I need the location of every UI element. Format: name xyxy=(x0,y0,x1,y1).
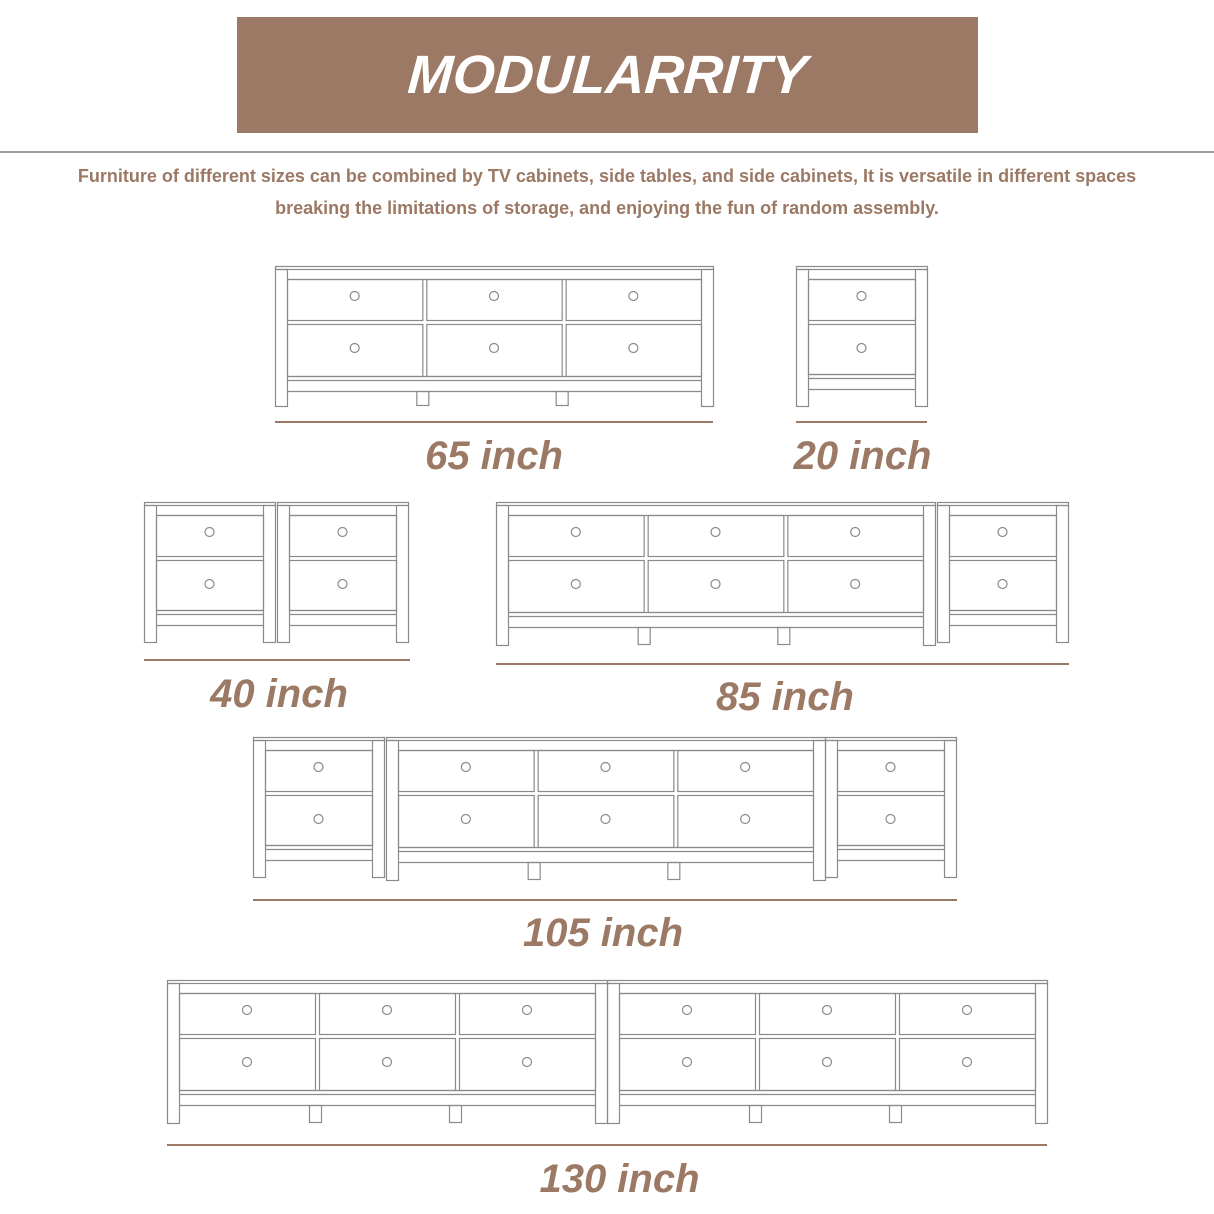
dimension-label: 130 inch xyxy=(539,1157,700,1201)
dimension-label: 40 inch xyxy=(210,672,348,716)
drawer-knob-icon xyxy=(823,1006,832,1015)
dimension-label: 105 inch xyxy=(522,911,684,955)
drawer-knob-icon xyxy=(963,1058,972,1067)
drawer-knob-icon xyxy=(823,1058,832,1067)
drawer-knob-icon xyxy=(963,1006,972,1015)
dimension-label: 85 inch xyxy=(716,675,854,719)
dimension-label: 65 inch xyxy=(425,434,563,478)
drawer-knob-icon xyxy=(683,1006,692,1015)
description-line-2: breaking the limitations of storage, and enjoying the fun of random assembly. xyxy=(275,198,939,218)
dimension-label: 20 inch xyxy=(793,434,932,478)
description-line-1: Furniture of different sizes can be combined by TV cabinets, side tables, and side cabinets, It is versatile in different spaces xyxy=(77,166,1137,186)
dimension-line xyxy=(167,1144,1047,1146)
page-title: MODULARRITY xyxy=(405,45,810,105)
drawer-knob-icon xyxy=(683,1058,692,1067)
